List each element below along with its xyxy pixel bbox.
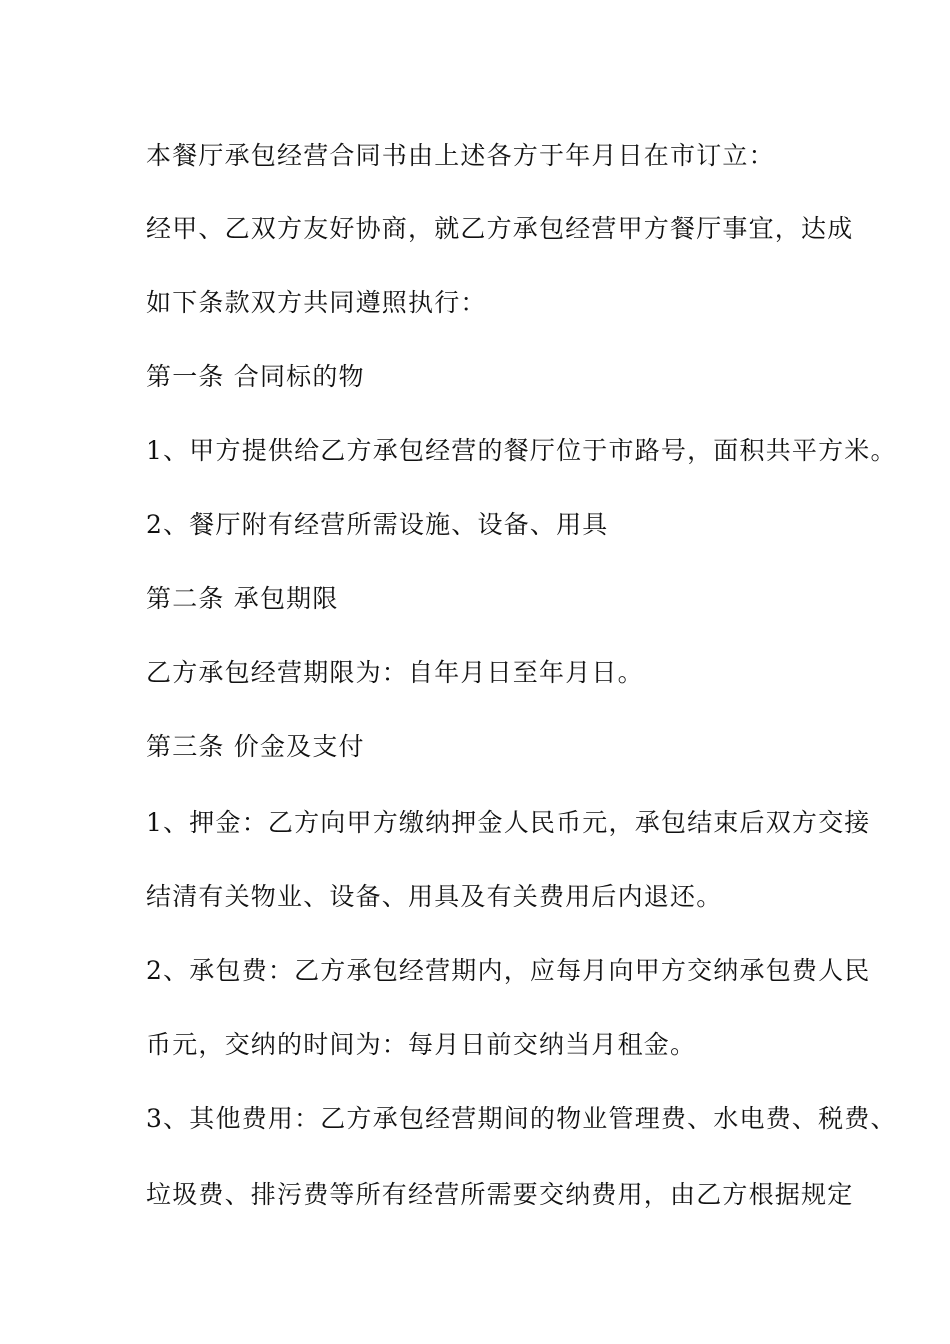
article-heading-3: 第三条 价金及支付 — [146, 732, 365, 761]
intro-line: 本餐厅承包经营合同书由上述各方于年月日在市订立： — [146, 141, 775, 170]
paragraph-line: 如下条款双方共同遵照执行： — [146, 288, 487, 317]
clause-line: 结清有关物业、设备、用具及有关费用后内退还。 — [146, 882, 723, 911]
clause-line: 垃圾费、排污费等所有经营所需要交纳费用，由乙方根据规定 — [146, 1180, 854, 1209]
paragraph-line: 经甲、乙双方友好协商，就乙方承包经营甲方餐厅事宜，达成 — [146, 214, 854, 243]
clause-line: 1、押金：乙方向甲方缴纳押金人民币元，承包结束后双方交接 — [146, 808, 871, 837]
clause-line: 1、甲方提供给乙方承包经营的餐厅位于市路号，面积共平方米。 — [146, 436, 897, 465]
clause-line: 币元，交纳的时间为：每月日前交纳当月租金。 — [146, 1030, 697, 1059]
clause-line: 2、承包费：乙方承包经营期内，应每月向甲方交纳承包费人民 — [146, 956, 871, 985]
article-heading-2: 第二条 承包期限 — [146, 584, 339, 613]
clause-line: 3、其他费用：乙方承包经营期间的物业管理费、水电费、税费、 — [146, 1104, 897, 1133]
clause-line: 2、餐厅附有经营所需设施、设备、用具 — [146, 510, 609, 539]
article-heading-1: 第一条 合同标的物 — [146, 362, 365, 391]
clause-line: 乙方承包经营期限为：自年月日至年月日。 — [146, 658, 644, 687]
